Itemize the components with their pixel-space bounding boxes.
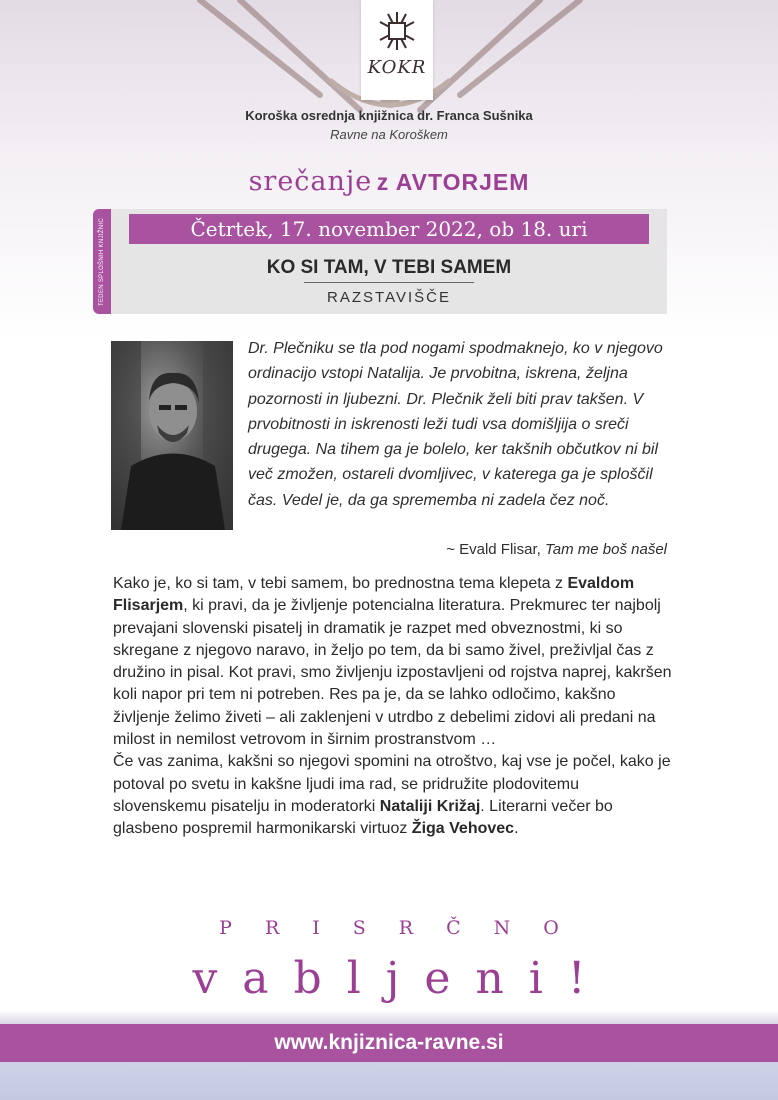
quote-attribution xyxy=(300,541,667,558)
p2-text-b: . Literarni večer bo glasbeno pospremil harmonikarski virtuoz xyxy=(113,797,613,838)
p1-text-b: , ki pravi, da je življenje potencialna literatura. Prekmurec ter najbolj prevajani slovenski pisatelj in dramatik je razpet med obveznostmi, ki so skregane z njegovo naravo, in željo po tem, da bi samo živel, preživljal čas z družino in pisal. Kot pravi, smo življenju izpostavljeni od rojstva naprej, kakršen koli napor pri tem ni potreben. Res pa je, da se lahko odločimo, kakšno življenje želimo živeti – ali zaklenjeni v utrdbo z debelimi zidovi ali predani na milost in nemilost vetrovom in širnim prostranstvom … xyxy=(113,597,672,749)
institution-name: Koroška osrednja knjižnica dr. Franca Sušnika xyxy=(245,108,533,123)
logo-text: KOKR xyxy=(367,57,427,78)
book-star-logo-icon xyxy=(374,8,420,54)
musician-name-bold: Žiga Vehovec xyxy=(411,820,515,838)
quote-text: Dr. Plečniku se tla pod nogami spodmaknejo, ko v njegovo ordinacijo vstopi Natalija. Je prvobitna, iskrena, željna pozornosti in ljubezni. Dr. Plečnik želi biti prav takšen. V prvobitnosti in iskrenosti leži tudi vsa domišljija o sreči drugega. Na tihem ga je bolelo, ker takšnih občutkov ni bil več zmožen, ostareli dvomljivec, v katerega ga je sploščil čas. Vedel je, da ga sprememba ni zadela čez noč. xyxy=(248,340,663,509)
event-description xyxy=(113,573,673,841)
author-name-bold: Evaldom Flisarjem xyxy=(113,575,635,615)
quote-author-name: ~ Evald Flisar, xyxy=(446,541,545,558)
institution-city: Ravne na Koroškem xyxy=(330,127,448,142)
p1-text-a: Kako je, ko si tam, v tebi samem, bo prednostna tema klepeta z xyxy=(113,575,568,592)
p2-text-c: . xyxy=(514,820,519,838)
event-date-bar: Četrtek, 17. november 2022, ob 18. uri xyxy=(129,214,649,244)
event-title-part2: z AVTORJEM xyxy=(376,169,530,195)
p2-text-a: Če vas zanima, kakšni so njegovi spomini na otroštvo, kaj vse je počel, kako je potoval po svetu in kakšne ljudi ima rad, se pridružite plodovitemu slovenskemu pisatelju in moderatorki xyxy=(113,753,671,815)
closing-line-2: vabljeni! xyxy=(192,953,611,1004)
side-tab-label: TEDEN SPLOŠNIH KNJIŽNIC xyxy=(99,217,105,306)
event-type-title xyxy=(0,166,778,197)
footer-url-bar[interactable] xyxy=(0,1024,778,1062)
library-logo[interactable] xyxy=(361,0,433,100)
author-quote xyxy=(248,336,668,513)
description-paragraph-1 xyxy=(113,573,673,751)
moderator-name-bold: Nataliji Križaj xyxy=(379,797,481,815)
author-portrait-icon xyxy=(111,341,233,530)
event-subject: KO SI TAM, V TEBI SAMEM xyxy=(266,257,512,278)
author-photo xyxy=(111,341,233,530)
website-link[interactable]: www.knjiznica-ravne.si xyxy=(274,1031,504,1054)
description-paragraph-2 xyxy=(113,751,673,840)
quote-book-title: Tam me boš našel xyxy=(544,541,667,558)
footer-bottom-band xyxy=(0,1062,778,1100)
event-title-part1: srečanje xyxy=(248,166,373,197)
event-venue: RAZSTAVIŠČE xyxy=(327,289,451,306)
subject-divider xyxy=(304,282,474,283)
side-tab xyxy=(93,209,111,314)
closing-line-1: PRISRČNO xyxy=(219,917,592,939)
